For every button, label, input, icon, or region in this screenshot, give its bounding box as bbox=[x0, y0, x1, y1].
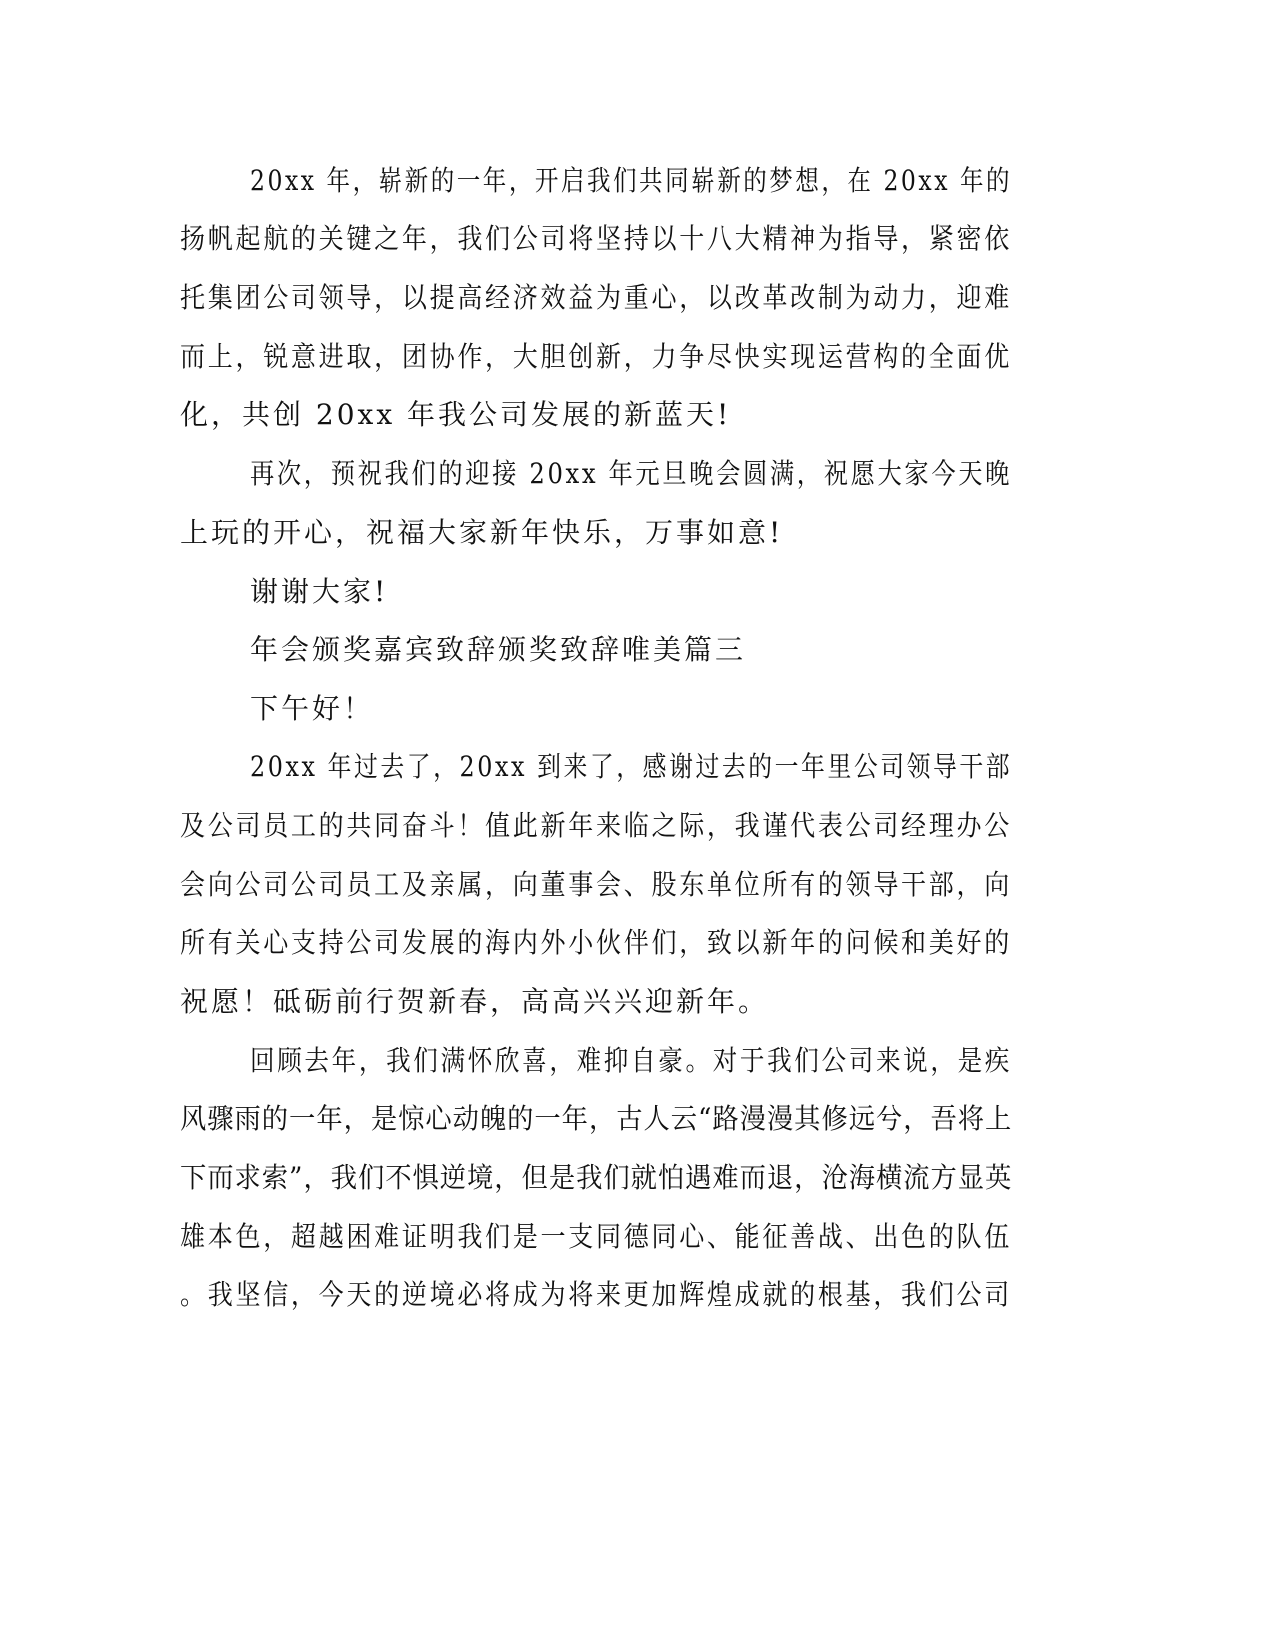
paragraph-line: 。我坚信，今天的逆境必将成为将来更加辉煌成就的根基，我们公司 bbox=[180, 1278, 1012, 1311]
paragraph-line: 化，共创 20xx 年我公司发展的新蓝天! bbox=[180, 398, 732, 431]
paragraph-line: 及公司员工的共同奋斗！值此新年来临之际，我谨代表公司经理办公 bbox=[180, 809, 1012, 842]
paragraph-line: 而上，锐意进取，团协作，大胆创新，力争尽快实现运营构的全面优 bbox=[180, 340, 1012, 373]
paragraph-line: 再次，预祝我们的迎接 20xx 年元旦晚会圆满，祝愿大家今天晚 bbox=[250, 457, 1013, 490]
paragraph-line: 谢谢大家! bbox=[250, 575, 389, 608]
paragraph-line: 雄本色，超越困难证明我们是一支同德同心、能征善战、出色的队伍 bbox=[180, 1220, 1012, 1253]
paragraph-line: 风骤雨的一年，是惊心动魄的一年，古人云“路漫漫其修远兮，吾将上 bbox=[180, 1102, 1013, 1135]
section-heading: 年会颁奖嘉宾致辞颁奖致辞唯美篇三 bbox=[250, 633, 747, 666]
paragraph-line: 托集团公司领导，以提高经济效益为重心，以改革改制为动力，迎难 bbox=[180, 281, 1012, 314]
paragraph-line: 下而求索”，我们不惧逆境，但是我们就怕遇难而退，沧海横流方显英 bbox=[180, 1161, 1013, 1194]
paragraph-line: 上玩的开心，祝福大家新年快乐，万事如意! bbox=[180, 516, 784, 549]
paragraph-line: 回顾去年，我们满怀欣喜，难抑自豪。对于我们公司来说，是疾 bbox=[250, 1044, 1013, 1077]
paragraph-line: 会向公司公司员工及亲属，向董事会、股东单位所有的领导干部，向 bbox=[180, 868, 1012, 901]
paragraph-line: 20xx 年，崭新的一年，开启我们共同崭新的梦想，在 20xx 年的 bbox=[250, 164, 1013, 197]
paragraph-line: 扬帆起航的关键之年，我们公司将坚持以十八大精神为指导，紧密依 bbox=[180, 222, 1012, 255]
paragraph-line: 所有关心支持公司发展的海内外小伙伴们，致以新年的问候和美好的 bbox=[180, 926, 1012, 959]
greeting-line: 下午好！ bbox=[250, 692, 375, 725]
paragraph-line: 祝愿！砥砺前行贺新春，高高兴兴迎新年。 bbox=[180, 985, 770, 1018]
paragraph-line: 20xx 年过去了，20xx 到来了，感谢过去的一年里公司领导干部 bbox=[250, 750, 1013, 783]
